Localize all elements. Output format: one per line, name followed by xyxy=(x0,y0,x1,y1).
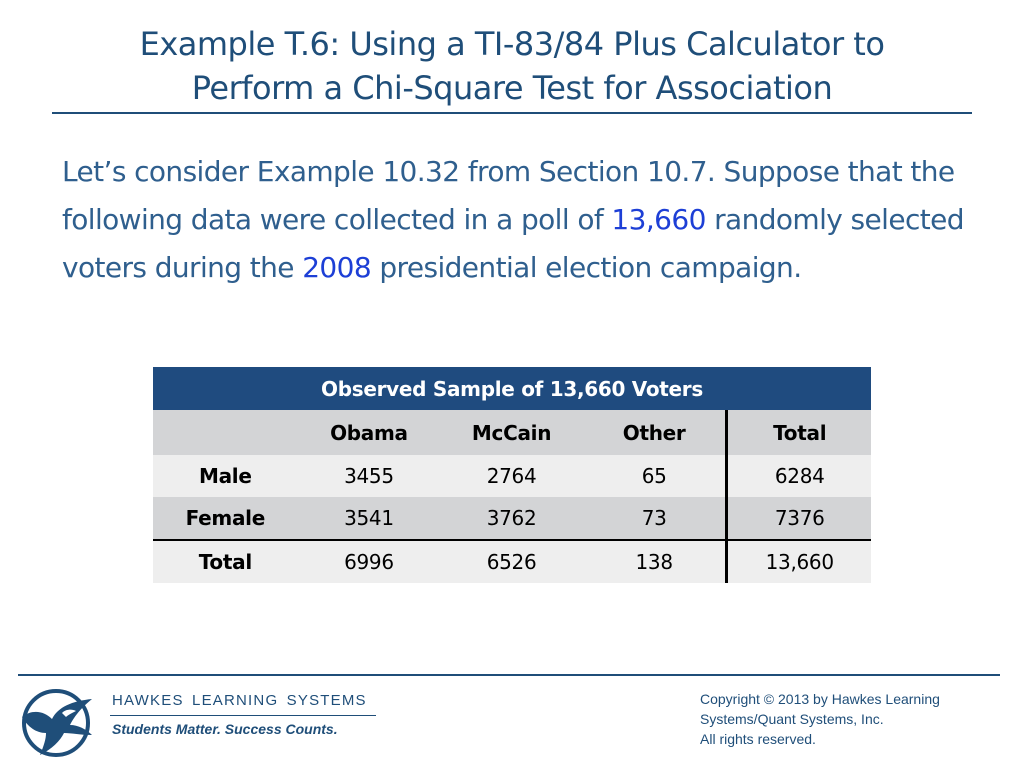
copyright-line-1: Copyright © 2013 by Hawkes Learning xyxy=(700,691,940,707)
intro-text-1: Let’s consider Example 10.32 from Section 10.7. Suppose that the following data were collected in a poll of xyxy=(62,155,955,236)
table-row-female xyxy=(153,497,871,540)
row-label: Male xyxy=(153,455,298,497)
brand-name: HAWKES LEARNING SYSTEMS xyxy=(112,692,367,709)
table-cell: 3455 xyxy=(298,455,441,497)
table-header-obama: Obama xyxy=(298,410,441,455)
slide-title xyxy=(24,22,1000,110)
table-cell: 6996 xyxy=(298,540,441,583)
eagle-logo-icon xyxy=(18,683,98,763)
table-header-row xyxy=(153,410,871,455)
table-header-blank xyxy=(153,410,298,455)
table-cell-total: 13,660 xyxy=(727,540,871,583)
table-cell: 65 xyxy=(583,455,727,497)
row-label: Total xyxy=(153,540,298,583)
table-header-other: Other xyxy=(583,410,727,455)
table-cell: 3541 xyxy=(298,497,441,540)
slide-title-line-1: Example T.6: Using a TI-83/84 Plus Calculator to xyxy=(139,25,885,63)
table-header-total: Total xyxy=(727,410,871,455)
table-row-total xyxy=(153,540,871,583)
footer-divider xyxy=(18,674,1000,676)
intro-paragraph xyxy=(62,148,982,292)
copyright-line-2: Systems/Quant Systems, Inc. xyxy=(700,711,884,727)
brand-divider xyxy=(110,715,376,716)
row-label: Female xyxy=(153,497,298,540)
voter-count-highlight: 13,660 xyxy=(611,203,706,236)
copyright-notice xyxy=(700,689,1010,749)
eagle-logo-svg xyxy=(18,683,98,763)
title-divider xyxy=(52,112,972,114)
slide-title-line-2: Perform a Chi-Square Test for Association xyxy=(191,69,833,107)
observed-sample-table xyxy=(153,367,871,583)
intro-text-3: presidential election campaign. xyxy=(371,251,802,284)
table-cell: 138 xyxy=(583,540,727,583)
intro-text-2: randomly selected voters during the xyxy=(62,203,964,284)
table-header-mccain: McCain xyxy=(440,410,583,455)
table-cell: 73 xyxy=(583,497,727,540)
table-cell: 6526 xyxy=(440,540,583,583)
table-cell: 2764 xyxy=(440,455,583,497)
table-cell-total: 6284 xyxy=(727,455,871,497)
brand-tagline: Students Matter. Success Counts. xyxy=(112,721,338,737)
table-cell: 3762 xyxy=(440,497,583,540)
table-cell-total: 7376 xyxy=(727,497,871,540)
table-caption-row xyxy=(153,367,871,410)
table-caption: Observed Sample of 13,660 Voters xyxy=(153,367,871,410)
table-row-male xyxy=(153,455,871,497)
election-year-highlight: 2008 xyxy=(302,251,372,284)
copyright-line-3: All rights reserved. xyxy=(700,731,816,747)
